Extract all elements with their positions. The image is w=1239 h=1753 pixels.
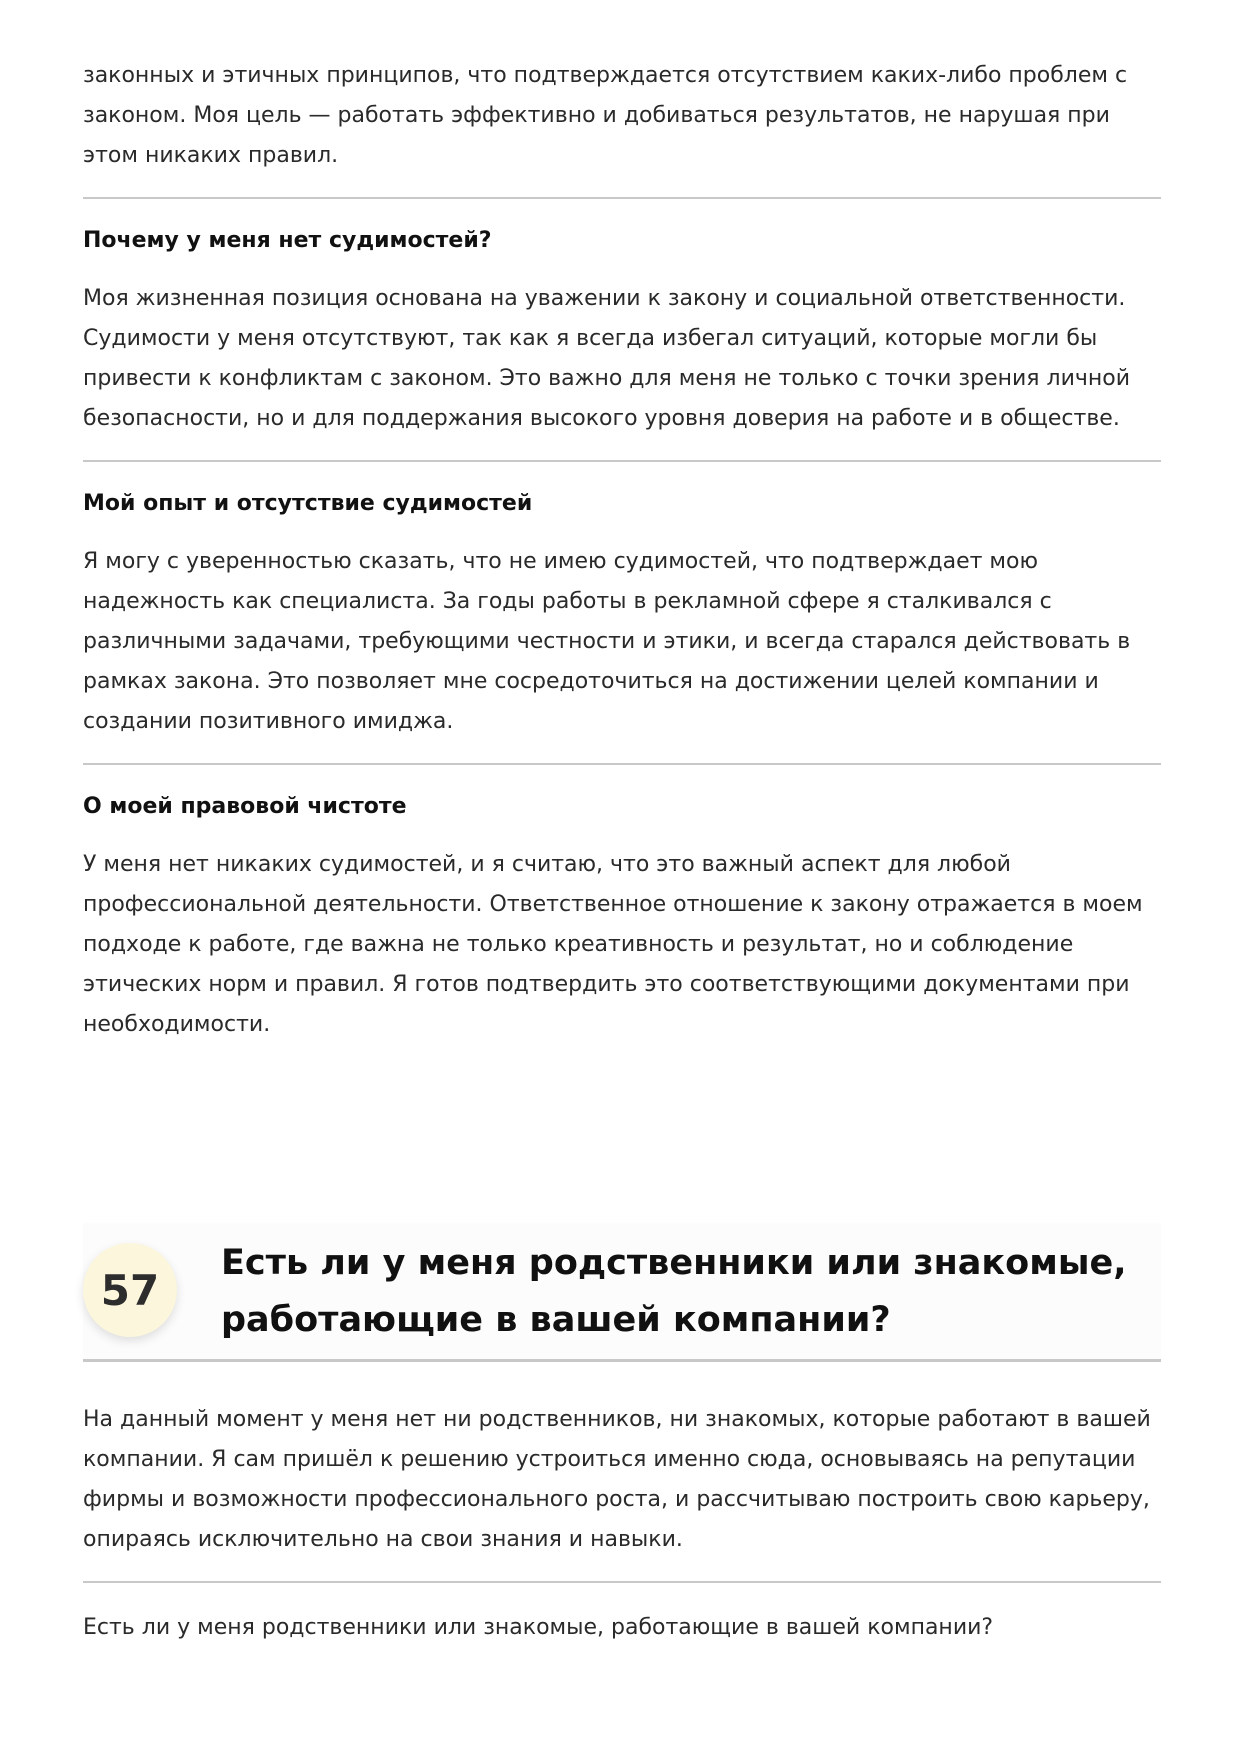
section-text: Моя жизненная позиция основана на уважении к закону и социальной ответственности. Судимости у меня отсутствуют, так как я всегда избегал ситуаций, которые могли бы привести к конфликтам с законом. Это важно для меня не только с точки зрения личной безопасности, но и для поддержания высокого уровня доверия на работе и в обществе. [83,286,1131,431]
question-title: Есть ли у меня родственники или знакомые, работающие в вашей компании? [221,1243,1127,1340]
document-page [83,56,1161,1648]
section-text: Я могу с уверенностью сказать, что не имею судимостей, что подтверждает мою надежность как специалиста. За годы работы в рекламной сфере я сталкивался с различными задачами, требующими честности и этики, и всегда старался действовать в рамках закона. Это позволяет мне сосредоточиться на достижении целей компании и создании позитивного имиджа. [83,549,1131,734]
section-divider [83,1581,1161,1583]
intro-paragraph: законных и этичных принципов, что подтверждается отсутствием каких-либо проблем с законом. Моя цель — работать эффективно и добиваться результатов, не нарушая при этом никаких правил. [83,63,1128,168]
section-title: О моей правовой чистоте [83,794,407,819]
answer-paragraph: На данный момент у меня нет ни родственников, ни знакомых, которые работают в вашей компании. Я сам пришёл к решению устроиться именно сюда, основываясь на репутации фирмы и возможности профессионального роста, и рассчитываю построить свою карьеру, опираясь исключительно на свои знания и навыки. [83,1407,1151,1552]
question-number-badge: 57 [83,1243,177,1337]
section-title: Мой опыт и отсутствие судимостей [83,491,533,516]
question-repeat: Есть ли у меня родственники или знакомые, работающие в вашей компании? [83,1615,994,1640]
section-divider [83,460,1161,462]
section-title: Почему у меня нет судимостей? [83,228,492,253]
section-text: У меня нет никаких судимостей, и я считаю, что это важный аспект для любой профессиональной деятельности. Ответственное отношение к закону отражается в моем подходе к работе, где важна не только креативность и результат, но и соблюдение этических норм и правил. Я готов подтвердить это соответствующими документами при необходимости. [83,852,1143,1037]
question-header [83,1223,1161,1362]
section-divider [83,197,1161,199]
section-divider [83,763,1161,765]
